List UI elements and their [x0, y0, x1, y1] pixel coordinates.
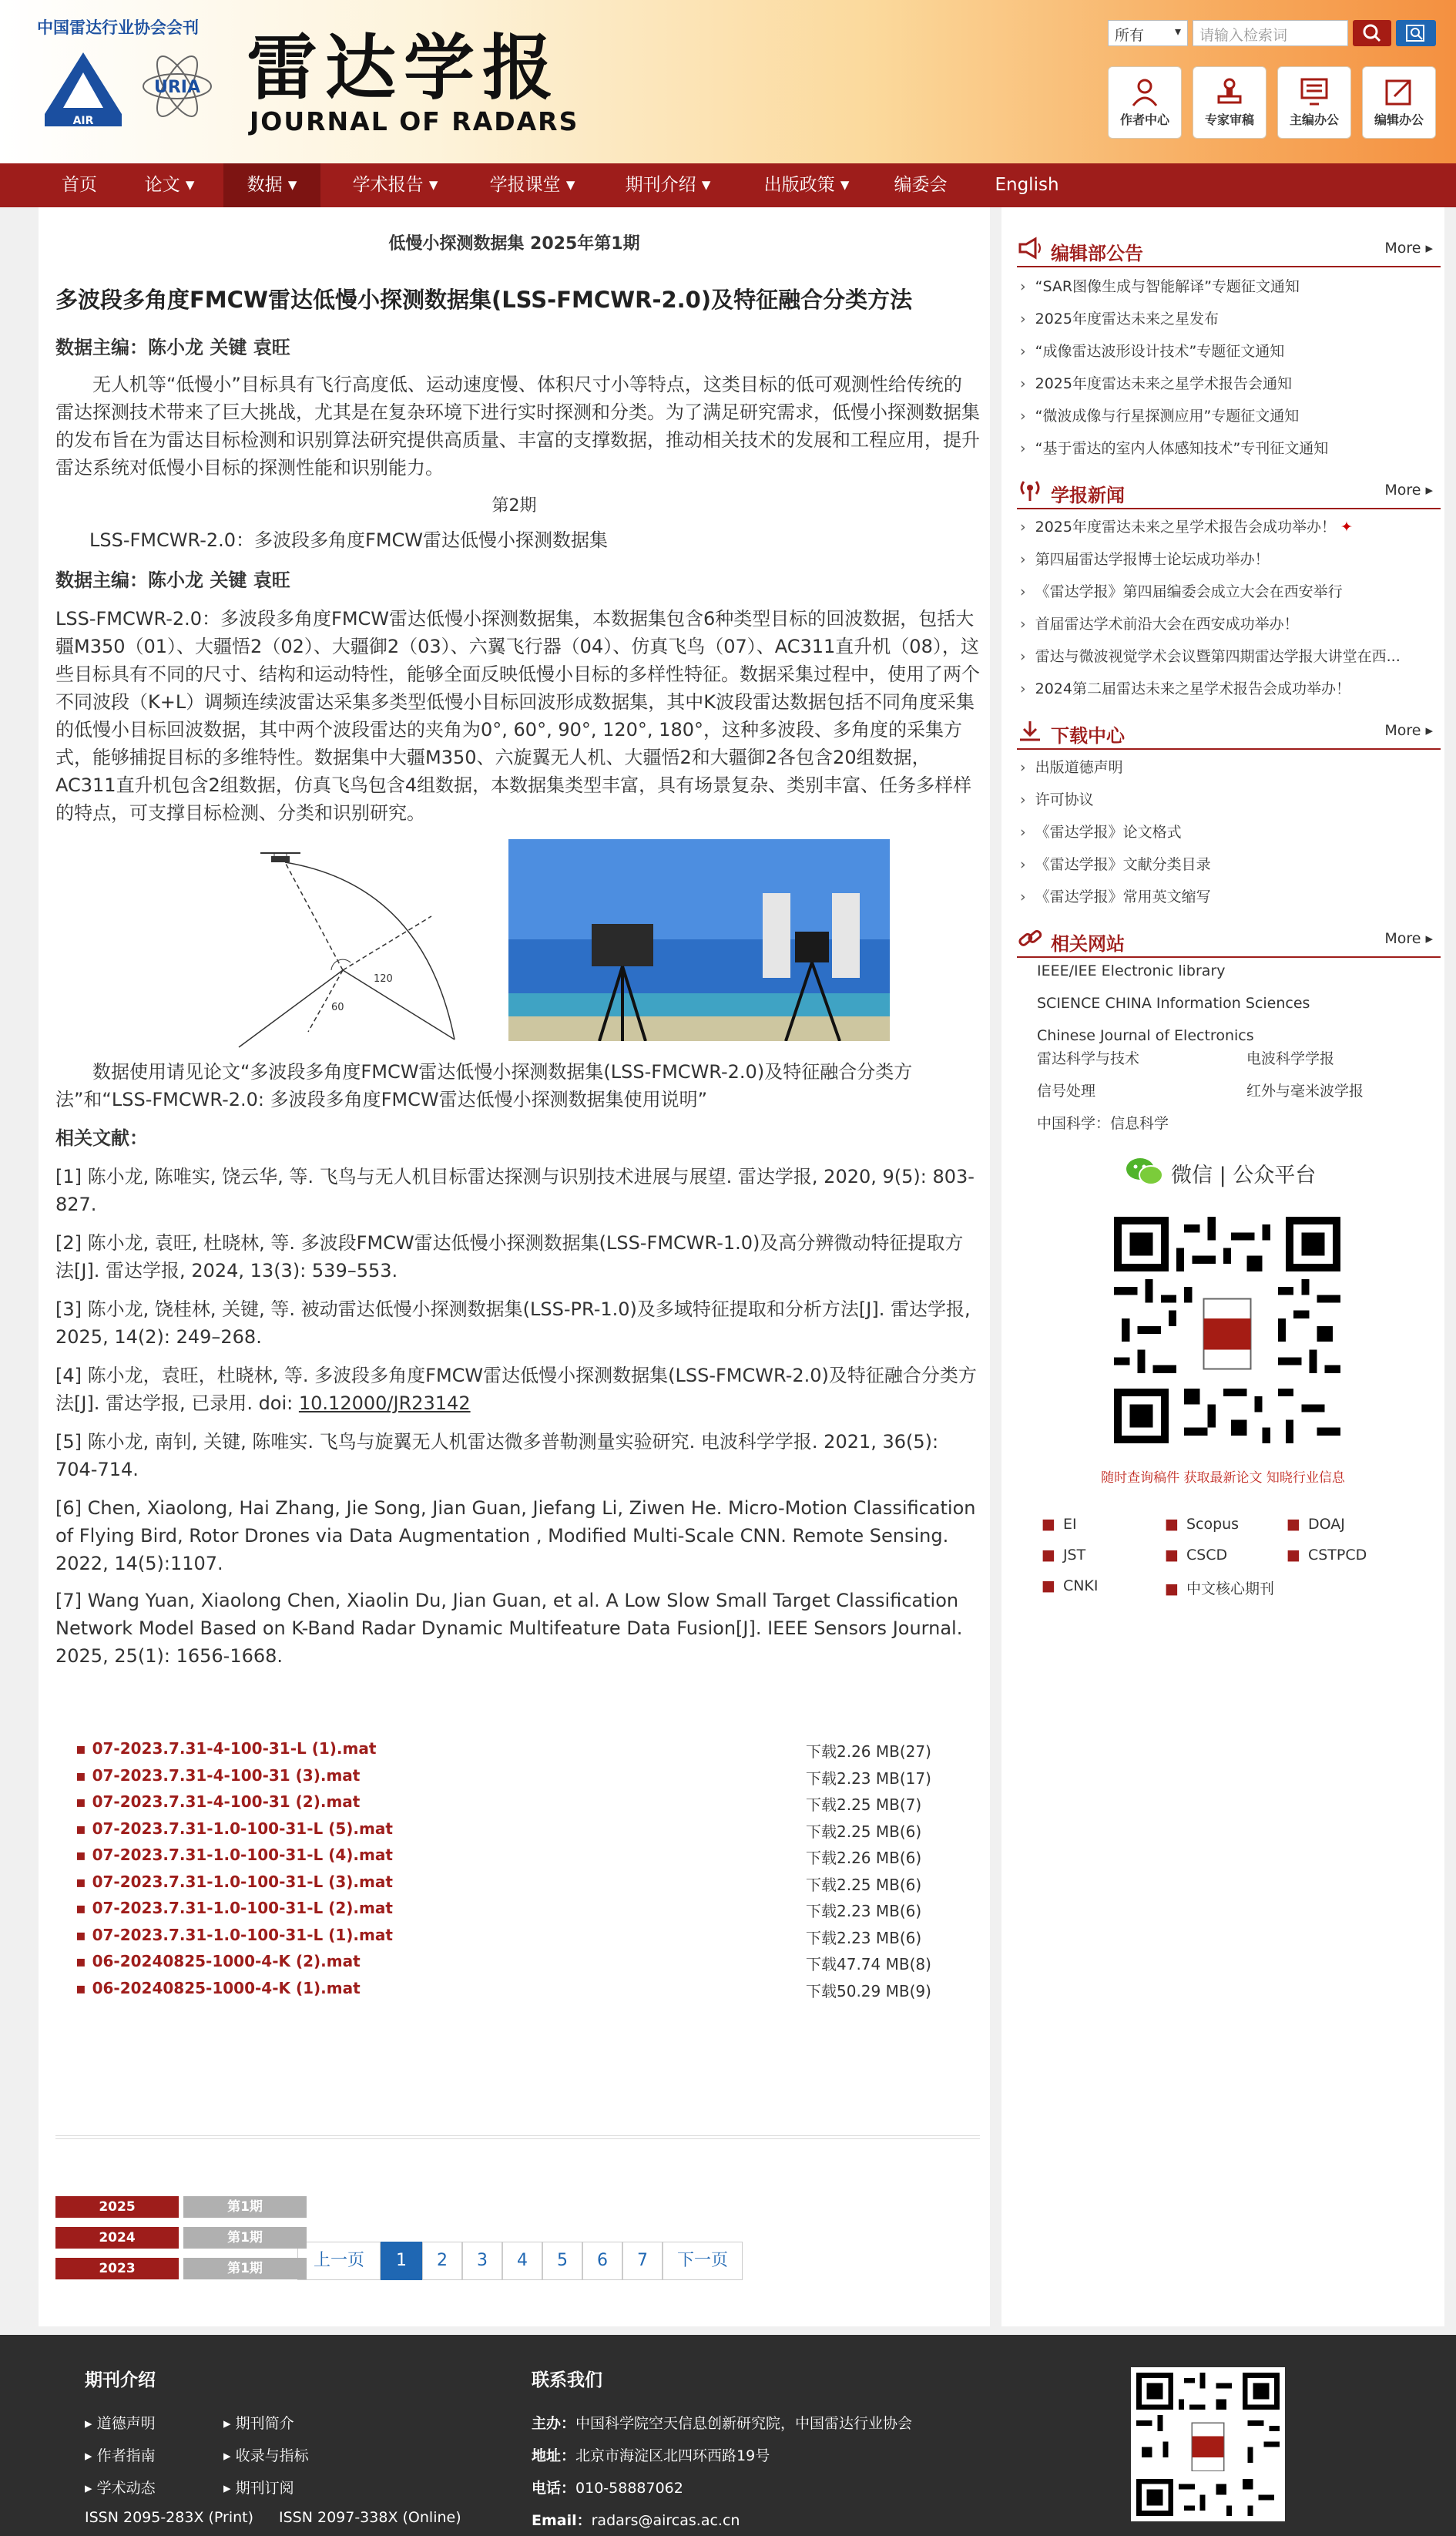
reference-1: [1] 陈小龙, 陈唯实, 饶云华, 等. 飞鸟与无人机目标雷达探测与识别技术进展与展望. 雷达学报, 2020, 9(5): 803-827. [55, 1166, 975, 1215]
download-more-link[interactable]: More ▸ [1384, 722, 1433, 739]
news-item-text: 2025年度雷达未来之星学术报告会成功举办！ [1035, 519, 1336, 536]
editors-line: 数据主编：陈小龙 关键 袁旺 [55, 337, 290, 358]
download-file-link[interactable]: ▪ 07-2023.7.31-1.0-100-31-L (3).mat [75, 1873, 393, 1891]
index-label: CNKI [1062, 1577, 1099, 1594]
qr-caption: 随时查询稿件 获取最新论文 知晓行业信息 [1101, 1470, 1345, 1486]
archive-year-2024[interactable]: 2024 [55, 2227, 179, 2249]
page-title: 多波段多角度FMCW雷达低慢小探测数据集(LSS-FMCWR-2.0)及特征融合分类方法 [55, 287, 913, 313]
download-file-link[interactable]: ▪ 07-2023.7.31-1.0-100-31-L (2).mat [75, 1899, 393, 1917]
broadcast-icon [1017, 479, 1043, 502]
dataset-description: LSS-FMCWR-2.0：多波段多角度FMCW雷达低慢小探测数据集，本数据集包含6种类型目标的回波数据，包括大疆M350（01）、大疆悟2（02）、大疆御2（03）、六翼飞行器（04）、仿真飞鸟（07）、AC311直升机（08），这些目标具有不同的尺寸、结构和运动特性，能够全面反映低慢小目标的多样性特征。数据采集过程中，使用了两个不同波段（K+L）调频连续波雷达采集多类型低慢小目标回波形成数据集，其中K波段雷达数据包括不同角度采集的低慢小目标回波数据，其中两个波段雷达的夹角为0°, 60°, 90°, 120°, 180°，这种多波段、多角度的采集方式，能够捕捉目标的多维特性。数据集中大疆M350、六旋翼无人机、大疆悟2和大疆御2各包含20组数据，AC311直升机包含2组数据，仿真飞鸟包含4组数据，本数据集类型丰富，具有场景复杂、类别丰富、任务多样样的特点，可支撑目标检测、分类和识别研究。 [55, 608, 980, 824]
download-file-size[interactable]: 下载47.74 MB(8) [806, 1955, 931, 1973]
main-content [39, 207, 990, 2326]
search-scope-value: 所有 [1115, 27, 1145, 44]
download-file-link[interactable]: ▪ 07-2023.7.31-1.0-100-31-L (5).mat [75, 1819, 393, 1838]
related-site-link[interactable]: 中国科学：信息科学 [1037, 1115, 1169, 1132]
square-bullet-icon: ■ [1287, 1547, 1300, 1564]
news-item[interactable]: › 雷达与微波视觉学术会议暨第四期雷达学报大讲堂在西... [1020, 645, 1436, 666]
notice-item[interactable]: › “基于雷达的室内人体感知技术”专刊征文通知 [1020, 437, 1436, 458]
editor-office-label: 编辑办公 [1374, 113, 1424, 127]
footer-phone [532, 2477, 683, 2497]
wechat-label: 微信 | 公众平台 [1171, 1164, 1317, 1187]
wechat-icon [1125, 1155, 1165, 1187]
footer-phone-value: 010-58887062 [575, 2480, 683, 2497]
download-file-size[interactable]: 下载2.26 MB(27) [806, 1742, 931, 1761]
download-file-size[interactable]: 下载50.29 MB(9) [806, 1981, 931, 2000]
footer-email [532, 2509, 740, 2530]
footer-email-key: Email： [532, 2512, 592, 2529]
sidebar [1001, 207, 1444, 2326]
download-file-row [75, 1819, 985, 1842]
notice-item[interactable]: › 2025年度雷达未来之星发布 [1020, 307, 1436, 328]
notice-section-header [1017, 235, 1441, 266]
site-footer [0, 2335, 1456, 2536]
square-bullet-icon: ■ [1165, 1516, 1179, 1533]
download-file-size[interactable]: 下载2.25 MB(7) [806, 1795, 922, 1814]
nav-classroom[interactable]: 学报课堂 ▾ [489, 175, 575, 195]
download-file-link[interactable]: ▪ 07-2023.7.31-4-100-31 (2).mat [75, 1792, 360, 1811]
download-file-row [75, 1792, 985, 1816]
nav-about[interactable]: 期刊介绍 ▾ [625, 175, 711, 195]
notice-item[interactable]: › “微波成像与行星探测应用”专题征文通知 [1020, 405, 1436, 425]
page-3-button[interactable]: 3 [462, 2242, 502, 2280]
download-file-row [75, 1766, 985, 1789]
angle-label-120: 120 [374, 973, 393, 985]
footer-link[interactable]: ▸ 收录与指标 [223, 2444, 309, 2465]
news-item[interactable]: › 第四届雷达学报博士论坛成功举办！ [1020, 548, 1436, 569]
square-bullet-icon: ■ [1165, 1580, 1179, 1597]
footer-link[interactable]: ▸ 期刊订阅 [223, 2477, 294, 2497]
notice-item[interactable]: › “SAR图像生成与智能解译”专题征文通知 [1020, 275, 1436, 296]
stamp-icon [1214, 76, 1245, 107]
next-page-button[interactable]: 下一页 [663, 2242, 743, 2280]
wechat-header [1125, 1155, 1356, 1189]
footer-address-value: 北京市海淀区北四环西路19号 [575, 2447, 770, 2464]
download-center-item[interactable]: › 《雷达学报》论文格式 [1020, 821, 1436, 841]
author-center-label: 作者中心 [1119, 113, 1169, 127]
download-section-title: 下载中心 [1051, 725, 1125, 747]
archive-issue-2023-1[interactable]: 第1期 [183, 2258, 307, 2279]
nav-papers[interactable]: 论文 ▾ [144, 175, 195, 195]
square-bullet-icon: ■ [1042, 1516, 1055, 1533]
related-site-link[interactable]: 雷达科学与技术 [1037, 1050, 1140, 1067]
footer-link[interactable]: ▸ 作者指南 [85, 2444, 156, 2465]
reference-3: [3] 陈小龙, 饶桂林, 关键, 等. 被动雷达低慢小探测数据集(LSS-PR-1.0)及多域特征提取和分析方法[J]. 雷达学报, 2025, 14(2): 249–268. [55, 1298, 971, 1348]
monitor-icon [1299, 76, 1330, 107]
news-more-link[interactable]: More ▸ [1384, 482, 1433, 499]
index-item[interactable] [1287, 1547, 1367, 1564]
index-label: 中文核心期刊 [1186, 1580, 1274, 1597]
index-item[interactable] [1287, 1516, 1345, 1533]
divider [1017, 508, 1441, 509]
download-center-item[interactable]: › 许可协议 [1020, 788, 1436, 809]
news-item[interactable]: › 2024第二届雷达未来之星学术报告会成功举办！ [1020, 677, 1436, 698]
search-icon [1353, 20, 1391, 46]
search-button[interactable] [1353, 20, 1391, 46]
main-nav [0, 163, 1456, 207]
index-label: EI [1062, 1516, 1077, 1533]
download-icon [1017, 719, 1043, 742]
related-site-link[interactable]: SCIENCE CHINA Information Sciences [1037, 995, 1310, 1012]
download-file-size[interactable]: 下载2.23 MB(6) [806, 1902, 922, 1920]
user-icon [1129, 76, 1160, 107]
reference-4 [55, 1362, 980, 1417]
index-label: Scopus [1186, 1516, 1240, 1533]
air-logo-text: AIR [72, 115, 94, 126]
footer-issn-print: ISSN 2095-283X (Print) [85, 2509, 254, 2526]
related-site-link[interactable]: 红外与毫米波学报 [1246, 1083, 1364, 1100]
notice-section-title: 编辑部公告 [1051, 243, 1143, 264]
news-item[interactable]: › 首届雷达学术前沿大会在西安成功举办！ [1020, 613, 1436, 633]
editor-office-button[interactable] [1362, 66, 1436, 139]
download-file-row [75, 1739, 985, 1762]
editor-in-chief-label: 主编办公 [1289, 113, 1339, 127]
issue-label: 第2期 [491, 496, 537, 516]
nav-board[interactable]: 编委会 [894, 175, 948, 195]
page-7-button[interactable]: 7 [622, 2242, 663, 2280]
divider [1017, 956, 1441, 958]
footer-address-key: 地址： [532, 2447, 576, 2464]
reference-2: [2] 陈小龙, 袁旺, 杜晓林, 等. 多波段FMCW雷达低慢小探测数据集(LSS-FMCWR-1.0)及高分辨微动特征提取方法[J]. 雷达学报, 2024, 13(3): 539–553. [55, 1232, 964, 1281]
news-section-title: 学报新闻 [1051, 485, 1125, 506]
footer-address [532, 2444, 770, 2465]
footer-link[interactable]: ▸ 学术动态 [85, 2477, 156, 2497]
links-scroll-list [1037, 962, 1438, 1050]
series-title: 低慢小探测数据集 2025年第1期 [388, 234, 640, 254]
square-bullet-icon: ■ [1287, 1516, 1300, 1533]
divider [1017, 266, 1441, 267]
archive-issue-2025-1[interactable]: 第1期 [183, 2196, 307, 2218]
page-2-button[interactable]: 2 [422, 2242, 462, 2280]
footer-link[interactable]: ▸ 道德声明 [85, 2412, 156, 2433]
index-item[interactable] [1165, 1577, 1274, 1598]
related-site-link[interactable]: IEEE/IEE Electronic library [1037, 962, 1226, 979]
download-file-size[interactable]: 下载2.23 MB(17) [806, 1768, 931, 1788]
search-input[interactable]: 请输入检索词 [1193, 20, 1348, 46]
square-bullet-icon: ■ [1042, 1577, 1055, 1594]
dataset-title: LSS-FMCWR-2.0：多波段多角度FMCW雷达低慢小探测数据集 [89, 529, 609, 551]
page-1-button[interactable]: 1 [381, 2242, 422, 2280]
download-section-header [1017, 717, 1441, 748]
download-file-row [75, 1873, 985, 1896]
notice-item[interactable]: › “成像雷达波形设计技术”专题征文通知 [1020, 340, 1436, 361]
uria-logo-text: URIA [153, 78, 201, 97]
link-icon [1017, 927, 1043, 950]
index-item[interactable] [1042, 1577, 1099, 1594]
reference-5: [5] 陈小龙, 南钊, 关键, 陈唯实. 飞鸟与旋翼无人机雷达微多普勒测量实验研究. 电波科学学报. 2021, 36(5): 704-714. [55, 1431, 939, 1480]
notice-item[interactable]: › 2025年度雷达未来之星学术报告会通知 [1020, 372, 1436, 393]
advanced-search-icon [1396, 20, 1436, 46]
reference-4-text: [4] 陈小龙，袁旺，杜晓林, 等. 多波段多角度FMCW雷达低慢小探测数据集(LSS-FMCWR-2.0)及特征融合分类方法[J]. 雷达学报, 已录用. doi: [55, 1365, 977, 1414]
search-scope-select[interactable] [1108, 20, 1188, 46]
references-heading: 相关文献： [55, 1127, 148, 1149]
journal-title-en: JOURNAL OF RADARS [250, 106, 579, 136]
download-file-link[interactable]: ▪ 06-20240825-1000-4-K (1).mat [75, 1979, 361, 1997]
divider [55, 2138, 980, 2139]
index-item[interactable] [1165, 1516, 1239, 1533]
footer-sponsor-value: 中国科学院空天信息创新研究院，中国雷达行业协会 [575, 2415, 913, 2432]
footer-issn-online: ISSN 2097-338X (Online) [279, 2509, 461, 2526]
related-site-link[interactable]: Chinese Journal of Electronics [1037, 1027, 1254, 1044]
divider [55, 2135, 980, 2136]
maple-leaf-icon: ✦ [1340, 519, 1353, 536]
footer-phone-key: 电话： [532, 2480, 576, 2497]
download-center-item[interactable]: › 《雷达学报》文献分类目录 [1020, 853, 1436, 874]
download-file-link[interactable]: ▪ 07-2023.7.31-1.0-100-31-L (4).mat [75, 1846, 393, 1864]
reference-7: [7] Wang Yuan, Xiaolong Chen, Xiaolin Du, Jian Guan, et al. A Low Slow Small Target Classification Network Model Based on K-Band Radar Dynamic Multifeature Data Fusion[J]. IEEE Sensors Journal. 2025, 25(1): 1656-1668. [55, 1590, 963, 1667]
archive-year-2023[interactable]: 2023 [55, 2258, 179, 2279]
air-logo-icon[interactable] [37, 49, 129, 126]
download-file-size[interactable]: 下载2.23 MB(6) [806, 1928, 922, 1947]
archive-year-2025[interactable]: 2025 [55, 2196, 179, 2218]
index-item[interactable] [1042, 1516, 1077, 1533]
angle-label-60: 60 [331, 1002, 344, 1013]
chevron-down-icon: ▾ [1174, 24, 1181, 39]
uria-logo-icon[interactable] [140, 48, 214, 125]
news-item[interactable]: › 《雷达学报》第四届编委会成立大会在西安举行 [1020, 580, 1436, 601]
footer-contact-title: 联系我们 [532, 2370, 602, 2390]
usage-note: 数据使用请见论文“多波段多角度FMCW雷达低慢小探测数据集(LSS-FMCWR-2.0)及特征融合分类方法”和“LSS-FMCWR-2.0: 多波段多角度FMCW雷达低慢小探测数据集使用说明” [55, 1061, 913, 1110]
download-file-size[interactable]: 下载2.25 MB(6) [806, 1875, 922, 1894]
download-file-link[interactable]: ▪ 07-2023.7.31-1.0-100-31-L (1).mat [75, 1926, 393, 1944]
download-center-item[interactable]: › 出版道德声明 [1020, 756, 1436, 777]
association-label: 中国雷达行业协会会刊 [37, 18, 199, 37]
news-section-header [1017, 477, 1441, 508]
news-item[interactable] [1020, 516, 1436, 536]
footer-email-value[interactable]: radars@aircas.ac.cn [591, 2512, 740, 2529]
download-file-row [75, 1846, 985, 1869]
site-header [0, 0, 1456, 163]
page-5-button[interactable]: 5 [542, 2242, 582, 2280]
related-site-link[interactable]: 信号处理 [1037, 1083, 1096, 1100]
index-item[interactable] [1165, 1547, 1227, 1564]
download-file-size[interactable]: 下载2.26 MB(6) [806, 1849, 922, 1867]
download-file-row [75, 1926, 985, 1949]
footer-sponsor [532, 2412, 912, 2433]
edit-icon [1384, 76, 1414, 107]
links-section-title: 相关网站 [1051, 933, 1125, 955]
expert-review-button[interactable] [1193, 66, 1266, 139]
download-file-row [75, 1979, 985, 2002]
nav-reports[interactable]: 学术报告 ▾ [352, 175, 438, 195]
expert-review-label: 专家审稿 [1204, 113, 1254, 127]
advanced-search-button[interactable] [1396, 20, 1436, 46]
megaphone-icon [1017, 237, 1043, 260]
editors-line-2: 数据主编：陈小龙 关键 袁旺 [55, 569, 290, 591]
related-site-link[interactable]: 电波科学学报 [1246, 1050, 1335, 1067]
square-bullet-icon: ■ [1165, 1547, 1179, 1564]
download-center-item[interactable]: › 《雷达学报》常用英文缩写 [1020, 885, 1436, 906]
links-section-header [1017, 925, 1441, 956]
wechat-qr-code [1114, 1217, 1340, 1443]
download-file-row [75, 1899, 985, 1922]
download-file-link[interactable]: ▪ 07-2023.7.31-4-100-31-L (1).mat [75, 1739, 376, 1758]
footer-qr-code [1131, 2367, 1285, 2521]
journal-title-cn: 雷达学报 [247, 26, 562, 109]
square-bullet-icon: ■ [1042, 1547, 1055, 1564]
divider [1017, 748, 1441, 750]
intro-paragraph: 无人机等“低慢小”目标具有飞行高度低、运动速度慢、体积尺寸小等特点，这类目标的低可观测性给传统的雷达探测技术带来了巨大挑战，尤其是在复杂环境下进行实时探测和分类。为了满足研究需求，低慢小探测数据集的发布旨在为雷达目标检测和识别算法研究提供高质量、丰富的支撑数据，推动相关技术的发展和工程应用，提升雷达系统对低慢小目标的探测性能和识别能力。 [55, 374, 980, 479]
nav-policy[interactable]: 出版政策 ▾ [763, 175, 850, 195]
radar-geometry-figure [223, 839, 516, 1049]
nav-english[interactable]: English [995, 175, 1059, 195]
reference-4-doi-link[interactable]: 10.12000/JR23142 [298, 1392, 471, 1414]
nav-home[interactable]: 首页 [62, 175, 97, 195]
page-6-button[interactable]: 6 [582, 2242, 622, 2280]
index-item[interactable] [1042, 1547, 1085, 1564]
download-file-link[interactable]: ▪ 07-2023.7.31-4-100-31 (3).mat [75, 1766, 360, 1785]
footer-sponsor-key: 主办： [532, 2415, 576, 2432]
author-center-button[interactable] [1108, 66, 1182, 139]
prev-page-button[interactable]: 上一页 [297, 2242, 381, 2280]
index-label: JST [1062, 1547, 1086, 1564]
links-more-link[interactable]: More ▸ [1384, 930, 1433, 947]
archive-issue-2024-1[interactable]: 第1期 [183, 2227, 307, 2249]
index-label: CSCD [1186, 1547, 1228, 1564]
radar-setup-photo [508, 839, 890, 1041]
footer-link[interactable]: ▸ 期刊简介 [223, 2412, 294, 2433]
page-4-button[interactable]: 4 [502, 2242, 542, 2280]
nav-data[interactable]: 数据 ▾ [223, 163, 320, 207]
reference-6: [6] Chen, Xiaolong, Hai Zhang, Jie Song, Jian Guan, Jiefang Li, Ziwen He. Micro-Motion Classification of Flying Bird, Rotor Drones via Data Augmentation , Modified Multi-Scale CNN. Remote Sensing. 2022, 14(5):1107. [55, 1497, 976, 1574]
footer-about-title: 期刊介绍 [85, 2370, 156, 2390]
drone-icon [260, 853, 300, 862]
download-file-size[interactable]: 下载2.25 MB(6) [806, 1822, 922, 1841]
editor-in-chief-button[interactable] [1277, 66, 1351, 139]
notice-more-link[interactable]: More ▸ [1384, 240, 1433, 257]
index-label: CSTPCD [1307, 1547, 1367, 1564]
index-label: DOAJ [1307, 1516, 1345, 1533]
download-file-link[interactable]: ▪ 06-20240825-1000-4-K (2).mat [75, 1952, 361, 1970]
download-file-row [75, 1952, 985, 1975]
